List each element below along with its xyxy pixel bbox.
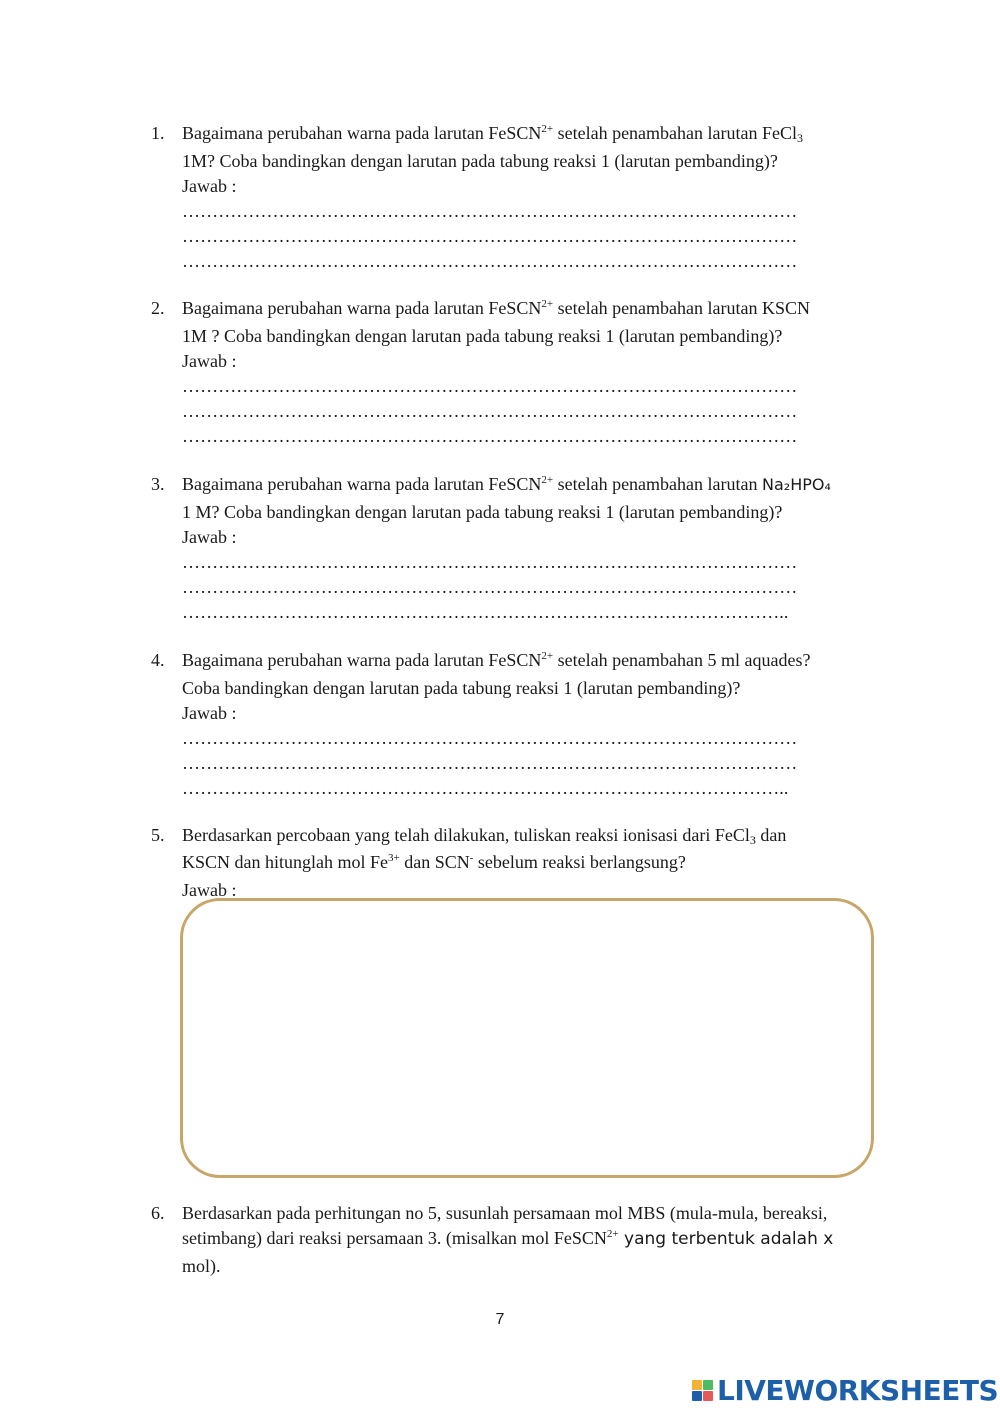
answer-label: Jawab : xyxy=(182,880,237,900)
question-number: 1. xyxy=(151,123,165,143)
answer-line[interactable]: ………………………………………………………………………………………… xyxy=(182,251,798,271)
answer-label: Jawab : xyxy=(182,527,237,547)
liveworksheets-logo-icon xyxy=(692,1380,713,1401)
question-text: setimbang) dari reaksi persamaan 3. (misalkan mol FeSCN$^{2+}$ yang terbentuk adalah x xyxy=(182,1228,834,1249)
answer-line[interactable]: ………………………………………………………………………………………… xyxy=(182,552,798,572)
question-text: 1M ? Coba bandingkan dengan larutan pada tabung reaksi 1 (larutan pembanding)? xyxy=(182,326,783,346)
logo-square xyxy=(692,1391,702,1401)
answer-line[interactable]: ………………………………………………………………………………………… xyxy=(182,376,798,396)
answer-line[interactable]: ………………………………………………………………………………………… xyxy=(182,753,798,773)
logo-square xyxy=(703,1380,713,1390)
question-number: 6. xyxy=(151,1203,165,1223)
logo-square xyxy=(703,1391,713,1401)
question-text: Berdasarkan percobaan yang telah dilakukan, tuliskan reaksi ionisasi dari FeCl$_3$ dan xyxy=(182,825,787,847)
liveworksheets-brand[interactable] xyxy=(692,1372,998,1408)
answer-label: Jawab : xyxy=(182,176,237,196)
answer-label: Jawab : xyxy=(182,703,237,723)
page-number: 7 xyxy=(495,1311,505,1328)
answer-line[interactable]: ………………………………………………………………………………………… xyxy=(182,201,798,221)
logo-square xyxy=(692,1380,702,1390)
question-text: Bagaimana perubahan warna pada larutan FeSCN$^{2+}$ setelah penambahan larutan KSCN xyxy=(182,298,811,318)
question-number: 2. xyxy=(151,298,165,318)
question-text: Coba bandingkan dengan larutan pada tabung reaksi 1 (larutan pembanding)? xyxy=(182,678,741,698)
question-text: 1M? Coba bandingkan dengan larutan pada tabung reaksi 1 (larutan pembanding)? xyxy=(182,151,778,171)
answer-line[interactable]: ………………………………………………………………………………………… xyxy=(182,226,798,246)
answer-line[interactable]: ……………………………………………………………………………………….. xyxy=(182,602,789,622)
brand-name: LIVEWORKSHEETS xyxy=(717,1373,999,1407)
question-text: mol). xyxy=(182,1256,221,1276)
question-text: 1 M? Coba bandingkan dengan larutan pada tabung reaksi 1 (larutan pembanding)? xyxy=(182,502,783,522)
answer-line[interactable]: ………………………………………………………………………………………… xyxy=(182,426,798,446)
answer-line[interactable]: ………………………………………………………………………………………… xyxy=(182,728,798,748)
question-text: Bagaimana perubahan warna pada larutan FeSCN$^{2+}$ setelah penambahan larutan Na₂HPO₄ xyxy=(182,474,831,494)
question-number: 5. xyxy=(151,825,165,845)
question-text: Berdasarkan pada perhitungan no 5, susunlah persamaan mol MBS (mula-mula, bereaksi, xyxy=(182,1203,828,1223)
answer-line[interactable]: ……………………………………………………………………………………….. xyxy=(182,778,789,798)
question-text: Bagaimana perubahan warna pada larutan FeSCN$^{2+}$ setelah penambahan 5 ml aquades? xyxy=(182,650,811,670)
answer-label: Jawab : xyxy=(182,351,237,371)
question-number: 4. xyxy=(151,650,165,670)
chemical-formula: Na₂HPO₄ xyxy=(762,475,831,494)
answer-line[interactable]: ………………………………………………………………………………………… xyxy=(182,401,798,421)
answer-line[interactable]: ………………………………………………………………………………………… xyxy=(182,577,798,597)
question-text: KSCN dan hitunglah mol $Fe^{3+}$ dan SCN- sebelum reaksi berlangsung? xyxy=(182,852,686,872)
answer-box[interactable] xyxy=(180,898,874,1178)
question-number: 3. xyxy=(151,474,165,494)
question-text: Bagaimana perubahan warna pada larutan FeSCN$^{2+}$ setelah penambahan larutan FeCl$_3$ xyxy=(182,123,804,145)
